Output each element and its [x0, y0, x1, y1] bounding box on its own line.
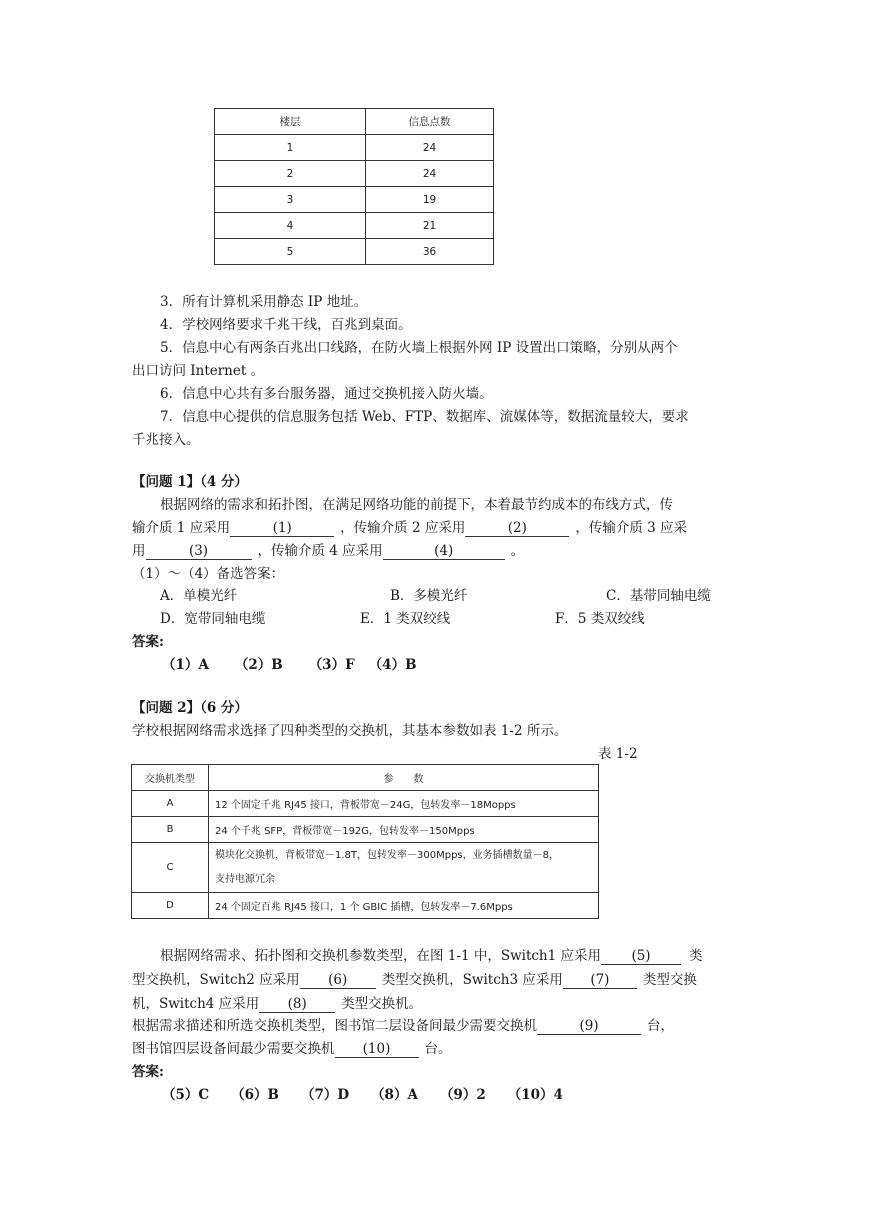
column-header: 信息点数 — [366, 109, 494, 135]
text-segment: 。 — [510, 543, 525, 559]
answer-item: （8）A — [371, 1087, 418, 1103]
question-2-text-line2 — [132, 968, 697, 989]
answer-label: 答案: — [132, 634, 164, 650]
table-header-row — [132, 765, 599, 791]
floor-info-table — [214, 108, 494, 265]
answer-blank: (1) — [230, 520, 334, 537]
text-segment: 图书馆四层设备间最少需要交换机 — [132, 1041, 335, 1057]
answer-blank: (2) — [465, 520, 569, 537]
option-a: A．单模光纤 — [160, 588, 238, 604]
text-segment: 台。 — [424, 1041, 452, 1057]
text-segment: 类 — [689, 948, 703, 964]
option-d: D．宽带同轴电缆 — [160, 611, 266, 627]
answer-blank: (4) — [383, 543, 505, 560]
text-segment: ，传输介质 4 应采用 — [257, 543, 383, 559]
question-1-text-line2 — [132, 516, 687, 537]
column-header: 参 数 — [209, 765, 599, 791]
answer-blank: (8) — [259, 996, 335, 1013]
answer-blank: (5) — [601, 948, 681, 965]
question-2-intro: 学校根据网络需求选择了四种类型的交换机，其基本参数如表 1-2 所示。 — [132, 723, 568, 739]
table-cell: 19 — [366, 187, 494, 213]
answer-item: （10）4 — [507, 1087, 563, 1103]
answer-item: （7）D — [300, 1087, 350, 1103]
text-segment: 用 — [132, 543, 146, 559]
question-2-text-line5 — [132, 1037, 452, 1058]
table-cell: 4 — [215, 213, 366, 239]
answer-item: （5）C — [162, 1087, 210, 1103]
requirement-7-line1: 7．信息中心提供的信息服务包括 Web、FTP、数据库、流媒体等，数据流量较大，要求 — [160, 409, 689, 425]
switch-params-cell: 12 个固定千兆 RJ45 接口，背板带宽－24G，包转发率－18Mopps — [209, 791, 599, 817]
option-c: C．基带同轴电缆 — [606, 588, 711, 604]
switch-type-cell: D — [132, 893, 209, 919]
table-header-row — [215, 109, 494, 135]
column-header: 楼层 — [215, 109, 366, 135]
table-row — [132, 843, 599, 893]
switch-type-cell: C — [132, 843, 209, 893]
answer-item: （2）B — [234, 657, 283, 673]
requirement-3: 3．所有计算机采用静态 IP 地址。 — [160, 294, 368, 310]
text-segment: 机，Switch4 应采用 — [132, 996, 260, 1012]
params-line: 模块化交换机，背板带宽－1.8T，包转发率－300Mpps，业务插槽数量－8， — [215, 849, 559, 861]
table-cell: 3 — [215, 187, 366, 213]
answer-blank: (10) — [335, 1041, 419, 1058]
requirement-5-line1: 5．信息中心有两条百兆出口线路，在防火墙上根据外网 IP 设置出口策略，分别从两个 — [160, 340, 678, 356]
answer-item: （6）B — [231, 1087, 279, 1103]
question-2-answers — [162, 1083, 563, 1103]
params-line: 支持电源冗余 — [215, 873, 275, 885]
option-b: B．多模光纤 — [390, 588, 468, 604]
switch-params-table — [131, 764, 599, 919]
answer-label: 答案: — [132, 1064, 164, 1080]
table-cell: 21 — [366, 213, 494, 239]
table-caption: 表 1-2 — [598, 746, 638, 762]
options-intro: （1）～（4）备选答案： — [132, 566, 285, 582]
requirement-5-line2: 出口访问 Internet 。 — [132, 363, 265, 379]
switch-type-cell: A — [132, 791, 209, 817]
answer-item: （4）B — [368, 657, 417, 673]
switch-params-cell — [209, 843, 599, 893]
answer-item: （1）A — [162, 657, 209, 673]
table-cell: 5 — [215, 239, 366, 265]
switch-type-cell: B — [132, 817, 209, 843]
switch-params-cell: 24 个千兆 SFP，背板带宽－192G，包转发率－150Mpps — [209, 817, 599, 843]
question-1-text-line1: 根据网络的需求和拓扑图，在满足网络功能的前提下，本着最节约成本的布线方式，传 — [160, 497, 673, 513]
table-cell: 2 — [215, 161, 366, 187]
table-cell: 1 — [215, 135, 366, 161]
text-segment: 台， — [647, 1018, 674, 1034]
text-segment: 类型交换机。 — [341, 996, 423, 1012]
question-2-text-line1 — [160, 944, 703, 965]
text-segment: 根据需求描述和所选交换机类型，图书馆二层设备间最少需要交换机 — [132, 1018, 537, 1034]
table-cell: 36 — [366, 239, 494, 265]
table-row — [215, 239, 494, 265]
answer-blank: (6) — [300, 972, 376, 989]
question-1-text-line3 — [132, 539, 524, 560]
table-row — [132, 791, 599, 817]
table-row — [215, 187, 494, 213]
requirement-6: 6．信息中心共有多台服务器，通过交换机接入防火墙。 — [160, 386, 493, 402]
table-row — [215, 213, 494, 239]
question-1-answers — [162, 653, 448, 673]
question-1-title: 【问题 1】（4 分） — [132, 474, 248, 490]
text-segment: 类型交换 — [642, 972, 697, 988]
table-row — [215, 135, 494, 161]
text-segment: 根据网络需求、拓扑图和交换机参数类型，在图 1-1 中，Switch1 应采用 — [160, 948, 602, 964]
text-segment: ，传输介质 3 应采 — [575, 520, 688, 536]
requirement-7-line2: 千兆接入。 — [132, 432, 200, 448]
answer-item: （3）F — [308, 657, 355, 673]
table-row — [132, 893, 599, 919]
option-f: F．5 类双绞线 — [555, 611, 645, 627]
text-segment: 输介质 1 应采用 — [132, 520, 231, 536]
requirement-4: 4．学校网络要求千兆干线，百兆到桌面。 — [160, 317, 412, 333]
question-2-title: 【问题 2】（6 分） — [132, 700, 248, 716]
table-cell: 24 — [366, 135, 494, 161]
answer-blank: (9) — [537, 1018, 641, 1035]
answer-blank: (3) — [146, 543, 252, 560]
option-e: E．1 类双绞线 — [360, 611, 451, 627]
text-segment: ，传输介质 2 应采用 — [340, 520, 466, 536]
text-segment: 型交换机，Switch2 应采用 — [132, 972, 300, 988]
table-row — [132, 817, 599, 843]
text-segment: 类型交换机，Switch3 应采用 — [381, 972, 563, 988]
column-header: 交换机类型 — [132, 765, 209, 791]
answer-item: （9）2 — [439, 1087, 486, 1103]
question-2-text-line4 — [132, 1014, 674, 1035]
question-2-text-line3 — [132, 992, 422, 1013]
switch-params-cell: 24 个固定百兆 RJ45 接口，1 个 GBIC 插槽，包转发率－7.6Mpps — [209, 893, 599, 919]
table-cell: 24 — [366, 161, 494, 187]
answer-blank: (7) — [563, 972, 637, 989]
table-row — [215, 161, 494, 187]
